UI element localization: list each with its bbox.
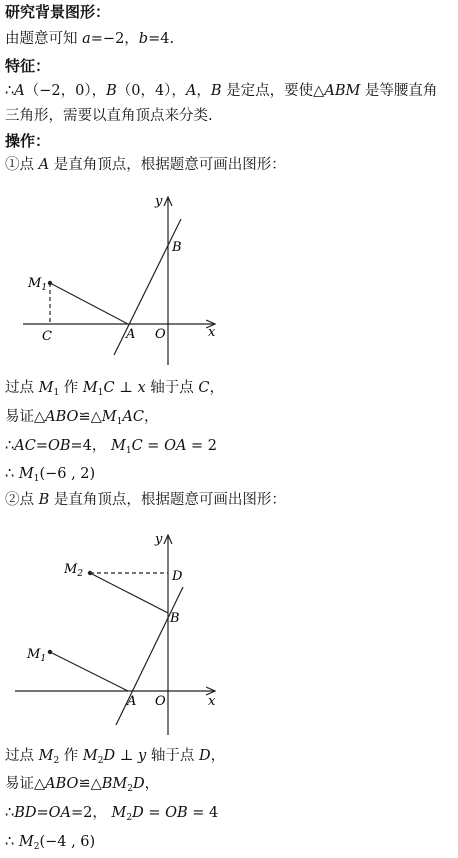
text-step-5: 易证$\triangle ABO≌\triangle BM_2D$，: [5, 776, 160, 794]
text-step-2: 易证$\triangle ABO≌\triangle M_1AC$，: [5, 409, 159, 427]
label-b: B: [172, 240, 182, 255]
text-given-values: 由题意可知 a=−2，b=4.: [5, 31, 175, 47]
label-a: A: [126, 327, 136, 342]
heading-background-figure: 研究背景图形：: [5, 3, 111, 21]
segment-m1-a: [50, 283, 128, 324]
label-b: B: [170, 611, 180, 626]
label-o: O: [155, 327, 166, 342]
label-m1: $M_1$: [27, 647, 47, 664]
text-step-1: 过点 $M_1$ 作 $M_1C$ ⊥ x 轴于点 C，: [5, 380, 224, 398]
label-m2: $M_2$: [64, 562, 84, 579]
heading-features: 特征：: [5, 57, 51, 75]
label-a: A: [127, 694, 137, 709]
point-m1: [48, 281, 52, 285]
label-o: O: [155, 694, 166, 709]
text-feature-line-2: 三角形，需要以直角顶点来分类.: [5, 108, 213, 124]
label-d: D: [172, 569, 183, 584]
segment-m1-a: [50, 652, 128, 691]
label-c: C: [42, 329, 52, 344]
text-case-b: ②点 B 是直角顶点，根据题意可画出图形：: [5, 492, 286, 508]
text-result-m2: ∴ $M_2(-4$ , 6): [5, 834, 96, 852]
label-y: y: [155, 194, 163, 209]
text-step-3: ∴AC=OB=4， $M_1C$ = OA = 2: [5, 438, 218, 456]
label-y: y: [155, 532, 163, 547]
text-result-m1: ∴ $M_1(-6$ , 2): [5, 466, 96, 484]
text-feature-line-1: ∴A（−2，0），B（0，4），A，B 是定点，要使△ABM 是等腰直角: [5, 83, 438, 99]
text-step-4: 过点 $M_2$ 作 $M_2D$ ⊥ y 轴于点 D，: [5, 748, 226, 766]
label-m1: $M_1$: [28, 276, 48, 293]
point-m2: [88, 571, 92, 575]
figure-case-b: [0, 525, 458, 740]
figure-case-a: [0, 185, 458, 375]
segment-m2-b: [90, 573, 168, 613]
label-x: x: [208, 325, 216, 340]
point-m1: [48, 650, 52, 654]
text-step-6: ∴BD=OA=2， $M_2D$ = OB = 4: [5, 805, 219, 823]
label-x: x: [208, 694, 216, 709]
line-ab: [114, 219, 181, 355]
text-case-a: ①点 A 是直角顶点，根据题意可画出图形：: [5, 157, 286, 173]
heading-operation: 操作：: [5, 132, 51, 150]
